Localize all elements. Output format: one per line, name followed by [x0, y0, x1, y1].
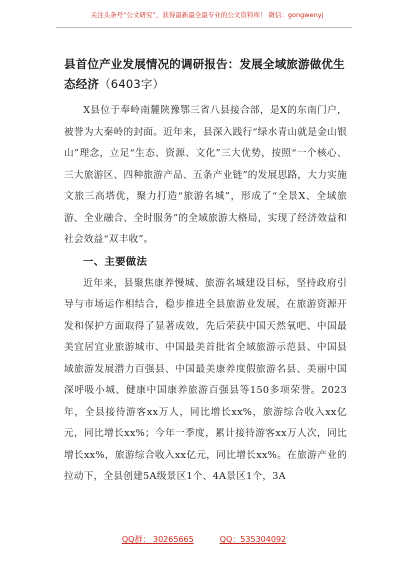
footer-qq: QQ：535304092	[219, 535, 287, 544]
header-banner: 关注头条号“公文研究”，获得最新最全最专业的公文资料库！ 微信：gongwenyj	[90, 11, 324, 19]
document-body	[64, 100, 347, 488]
document-title	[64, 54, 347, 94]
section-paragraph: 近年来，县聚焦康养慢城、旅游名城建设目标，坚持政府引导与市场运作相结合，稳步推进全县旅游业发展，在旅游资源开发和保护方面取得了显著成效，先后荣获中国天然氧吧、中国最美宜居宜业旅游城市、中国最美首批省全域旅游示范县、中国县域旅游发展潜力百强县、中国最美康养度假旅游名县、美丽中国深呼吸小城、健康中国康养旅游百强县等150多项荣誉。2023年，全县接待游客xx万人，同比增长xx%，旅游综合收入xx亿元，同比增长xx%；今年一季度，累计接待游客xx万人次，同比增长xx%，旅游综合收入xx亿元，同比增长xx%。在旅游产业的拉动下，全县创建5A级景区1个、4A景区1个，3A	[64, 277, 347, 482]
footer-contact	[0, 534, 408, 546]
header-divider	[56, 27, 352, 28]
document-title-main: 县首位产业发展情况的调研报告：发展全域旅游做优生态经济	[64, 57, 345, 91]
footer-qq-group: QQ群： 30265665	[121, 535, 194, 544]
intro-paragraph: X县位于奉岭南麓陕豫鄂三省八县接合部，是X的东南门户，被誉为大秦岭的封面。近年来，县深入践行“绿水青山就是金山银山”理念，立足“生态、资源、文化”三大优势，按照“一个核心、三大旅游区、四种旅游产品、五条产业链”的发展思路，大力实施文旅三高塔优，聚力打造“旅游名城”，形成了“全景X、全域旅游、全业融合、全时服务”的全域旅游大格局，实现了经济效益和社会效益“双丰收”。	[64, 105, 347, 245]
document-word-count: （6403字）	[99, 77, 165, 91]
section-heading: 一、主要做法	[83, 255, 148, 268]
